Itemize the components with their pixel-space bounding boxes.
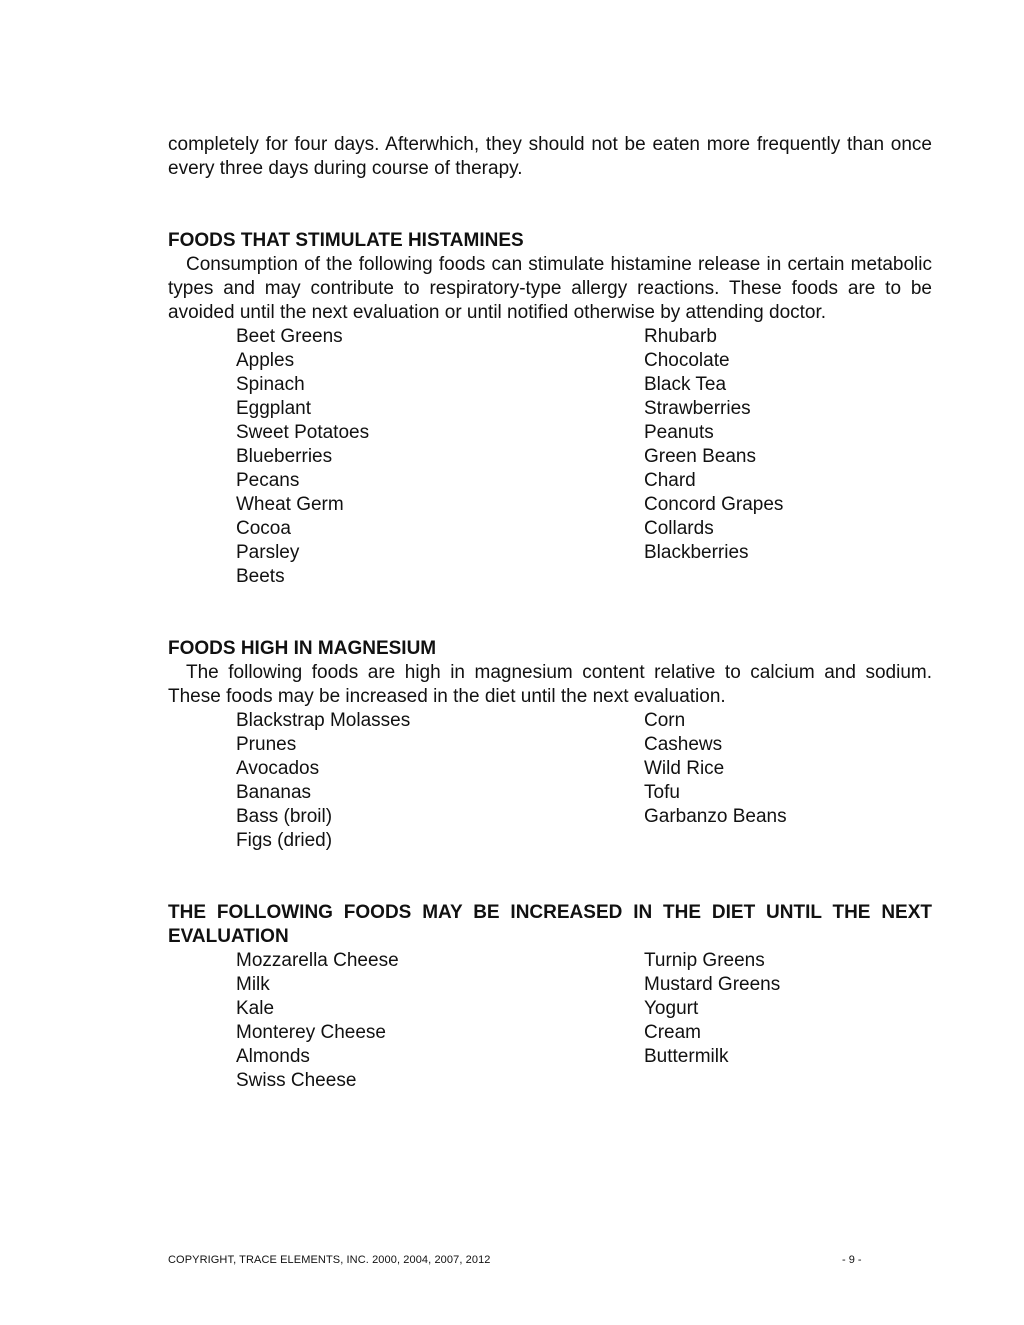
food-item: Chard: [644, 470, 696, 491]
food-item: Beet Greens: [236, 326, 343, 347]
food-item: Cashews: [644, 734, 723, 755]
food-item: Parsley: [236, 542, 300, 563]
food-item: Cocoa: [236, 518, 291, 539]
food-item: Mustard Greens: [644, 974, 781, 995]
food-item: Avocados: [236, 758, 320, 779]
food-item: Monterey Cheese: [236, 1022, 386, 1043]
food-item: Green Beans: [644, 446, 756, 467]
food-item: Cream: [644, 1022, 702, 1043]
food-item: Chocolate: [644, 350, 730, 371]
food-item: Concord Grapes: [644, 494, 784, 515]
food-item: Sweet Potatoes: [236, 422, 370, 443]
empty-cell: [644, 829, 884, 853]
histamines-heading: FOODS THAT STIMULATE HISTAMINES: [168, 230, 524, 251]
food-item: Corn: [644, 710, 686, 731]
food-item: Kale: [236, 998, 275, 1019]
histamines-food-list: [236, 325, 932, 589]
food-item: Tofu: [644, 782, 680, 803]
food-item: Eggplant: [236, 398, 312, 419]
food-item: Collards: [644, 518, 714, 539]
food-item: Buttermilk: [644, 1046, 729, 1067]
magnesium-heading: FOODS HIGH IN MAGNESIUM: [168, 638, 437, 659]
food-item: Milk: [236, 974, 270, 995]
empty-cell: [644, 1069, 884, 1093]
food-item: Beets: [236, 566, 285, 587]
food-item: Blueberries: [236, 446, 333, 467]
page-content: [168, 133, 932, 1093]
food-item: Turnip Greens: [644, 950, 765, 971]
food-item: Blackstrap Molasses: [236, 710, 411, 731]
food-item: Bananas: [236, 782, 312, 803]
intro-paragraph: completely for four days. Afterwhich, they should not be eaten more frequently than once every three days during course of therapy.: [168, 134, 932, 179]
food-item: Bass (broil): [236, 806, 333, 827]
food-item: Mozzarella Cheese: [236, 950, 399, 971]
magnesium-paragraph: The following foods are high in magnesium content relative to calcium and sodium. These foods may be increased in the diet until the next evaluation.: [168, 662, 932, 707]
food-item: Apples: [236, 350, 295, 371]
food-item: Peanuts: [644, 422, 714, 443]
food-item: Rhubarb: [644, 326, 717, 347]
food-item: Figs (dried): [236, 830, 333, 851]
food-item: Wheat Germ: [236, 494, 344, 515]
increase-heading: THE FOLLOWING FOODS MAY BE INCREASED IN THE DIET UNTIL THE NEXT EVALUATION: [168, 902, 932, 947]
food-item: Strawberries: [644, 398, 751, 419]
food-item: Blackberries: [644, 542, 749, 563]
food-item: Prunes: [236, 734, 297, 755]
increase-food-list: [236, 949, 932, 1093]
empty-cell: [644, 565, 884, 589]
page-number: - 9 -: [842, 1254, 862, 1266]
magnesium-food-list: [236, 709, 932, 853]
food-item: Almonds: [236, 1046, 310, 1067]
food-item: Garbanzo Beans: [644, 806, 787, 827]
food-item: Spinach: [236, 374, 305, 395]
food-item: Wild Rice: [644, 758, 725, 779]
food-item: Pecans: [236, 470, 300, 491]
histamines-paragraph: Consumption of the following foods can stimulate histamine release in certain metabolic types and may contribute to respiratory-type allergy reactions. These foods are to be avoided until the next evaluation or until notified otherwise by attending doctor.: [168, 254, 932, 323]
food-item: Swiss Cheese: [236, 1070, 357, 1091]
food-item: Yogurt: [644, 998, 699, 1019]
food-item: Black Tea: [644, 374, 727, 395]
copyright-footer: COPYRIGHT, TRACE ELEMENTS, INC. 2000, 2004, 2007, 2012: [168, 1254, 491, 1266]
